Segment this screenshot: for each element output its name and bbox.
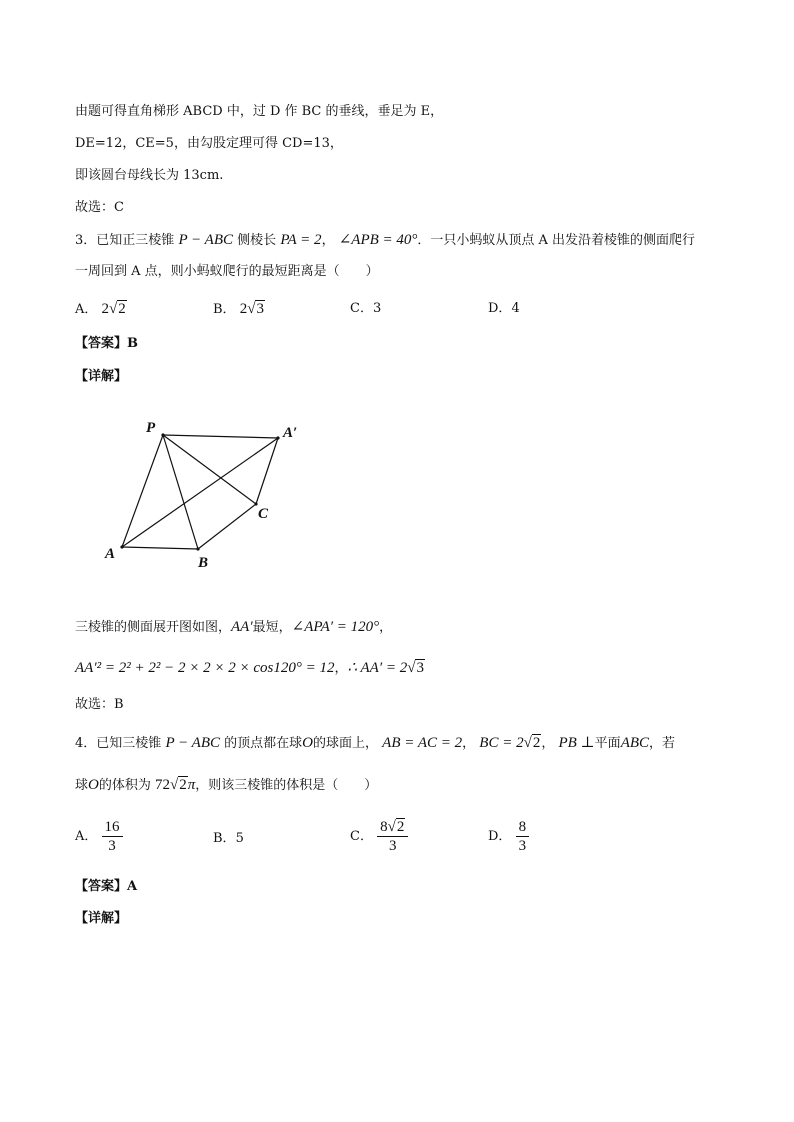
q4-expr-bc: BC = 2√2	[479, 735, 541, 751]
edge-c-aprime	[256, 438, 278, 504]
q3-stem-suffix: ．一只小蚂蚁从顶点 A 出发沿着棱锥的侧面爬行	[417, 233, 696, 248]
q4-expr-pyramid: P − ABC	[165, 735, 221, 751]
q3-option-b-value: 2√3	[239, 301, 264, 317]
edge-p-a	[122, 435, 163, 547]
q3-expr-pa: PA = 2	[280, 232, 322, 248]
q3-stem-line-2: 一周回到 A 点，则小蚂蚁爬行的最短距离是（ ）	[75, 264, 379, 279]
pyramid-development-figure	[100, 415, 300, 575]
q4-option-d-fraction: $\frac{8}{3}$	[516, 818, 530, 855]
q3-explain2-conclusion: ∴ AA′ = 2√3	[347, 660, 424, 676]
q4-option-b-label: B．	[213, 831, 236, 846]
q3-option-a-label: A．	[75, 302, 98, 317]
q3-explain2-sep: ，	[334, 661, 348, 676]
q3-choice: 故选：B	[75, 697, 124, 712]
edge-b-c	[198, 504, 256, 549]
q4-option-a	[75, 818, 123, 855]
q2-solution-line-3: 即该圆台母线长为 13cm.	[75, 168, 224, 183]
q3-option-d-value: 4	[511, 301, 520, 316]
q4-option-c-label: C．	[350, 829, 373, 844]
q4-option-a-fraction: $\frac{16}{3}$	[102, 818, 123, 855]
q4-line2-suffix: ，则该三棱锥的体积是（ ）	[195, 778, 378, 793]
q4-line2-volume: 72√2π	[155, 777, 196, 793]
q4-option-d-label: D．	[488, 829, 512, 844]
q4-line2-prefix: 球	[75, 778, 89, 793]
q4-detail-heading: 【详解】	[75, 911, 128, 926]
q3-explain2-equation: AA′² = 2² + 2² − 2 × 2 × 2 × cos120° = 12	[75, 660, 335, 676]
q3-expr-pyramid: P − ABC	[178, 232, 234, 248]
q4-line2-mid: 的体积为	[98, 778, 151, 793]
q3-explain1-suffix: ，	[379, 620, 393, 635]
q4-option-b-value: 5	[235, 831, 244, 846]
q2-choice: 故选：C	[75, 200, 124, 215]
q3-explain-line-1	[75, 618, 392, 637]
edge-p-b	[163, 435, 198, 549]
q2-solution-line-1: 由题可得直角梯形 ABCD 中，过 D 作 BC 的垂线，垂足为 E，	[75, 104, 444, 119]
q4-option-b	[213, 830, 244, 848]
q4-option-d	[488, 818, 529, 855]
q3-stem-line-1	[75, 231, 695, 250]
q4-stem-suffix: ，若	[649, 736, 676, 751]
q3-stem-mid1: 侧棱长	[237, 233, 277, 248]
q4-option-c	[350, 818, 408, 855]
q3-stem-mid2: ，	[321, 233, 335, 248]
q3-option-b	[213, 300, 265, 319]
edge-p-aprime	[163, 435, 278, 438]
label-c: C	[258, 506, 269, 522]
q4-stem-mid2: 的球面上，	[313, 736, 379, 751]
q3-option-b-label: B．	[213, 302, 236, 317]
q3-detail-heading: 【详解】	[75, 369, 128, 384]
q3-explain1-prefix: 三棱锥的侧面展开图如图，	[75, 620, 232, 635]
q3-explain1-aa: AA′	[231, 619, 253, 635]
q3-option-c-value: 3	[372, 301, 382, 316]
q4-number: 4．	[75, 736, 97, 751]
q4-stem-line-1	[75, 734, 675, 753]
q3-explain1-angle: ∠APA′ = 120°	[291, 619, 380, 635]
q4-expr-pb: PB ⊥	[558, 735, 595, 751]
edge-p-c	[163, 435, 256, 504]
q4-stem-mid4: ，	[541, 736, 555, 751]
q4-option-a-label: A．	[75, 829, 98, 844]
q4-answer: 【答案】A	[75, 879, 138, 894]
label-b: B	[198, 555, 209, 571]
q3-number: 3．	[75, 233, 97, 248]
q3-option-c	[350, 300, 381, 318]
q4-option-c-fraction: $\frac{8√2}{3}$	[377, 818, 408, 855]
edge-a-b	[122, 547, 198, 549]
q4-expr-o: O	[302, 735, 314, 751]
q4-expr-abc: ABC	[620, 735, 650, 751]
q3-option-a	[75, 300, 127, 319]
segment-a-aprime	[122, 438, 278, 547]
q3-explain-line-2	[75, 659, 425, 678]
q4-line2-o: O	[88, 777, 99, 793]
q4-expr-ab-ac: AB = AC = 2	[382, 735, 463, 751]
label-a-prime: A′	[283, 425, 298, 441]
q3-option-d	[488, 300, 520, 318]
q3-option-a-value: 2√2	[101, 301, 126, 317]
q3-answer: 【答案】B	[75, 336, 138, 351]
q4-stem-mid3: ，	[462, 736, 476, 751]
q4-stem-line-2	[75, 776, 377, 795]
label-a: A	[105, 546, 116, 562]
q3-expr-angle: ∠APB = 40°	[338, 232, 418, 248]
q2-solution-line-2: DE=12，CE=5，由勾股定理可得 CD=13，	[75, 136, 343, 151]
q4-stem-mid5: 平面	[594, 736, 621, 751]
label-p: P	[146, 420, 156, 436]
q3-stem-prefix: 已知正三棱锥	[96, 233, 175, 248]
q3-option-d-label: D．	[488, 301, 512, 316]
q4-stem-prefix: 已知三棱锥	[96, 736, 162, 751]
q4-stem-mid1: 的顶点都在球	[224, 736, 303, 751]
q3-option-c-label: C．	[350, 301, 373, 316]
q3-explain1-mid: 最短，	[252, 620, 292, 635]
